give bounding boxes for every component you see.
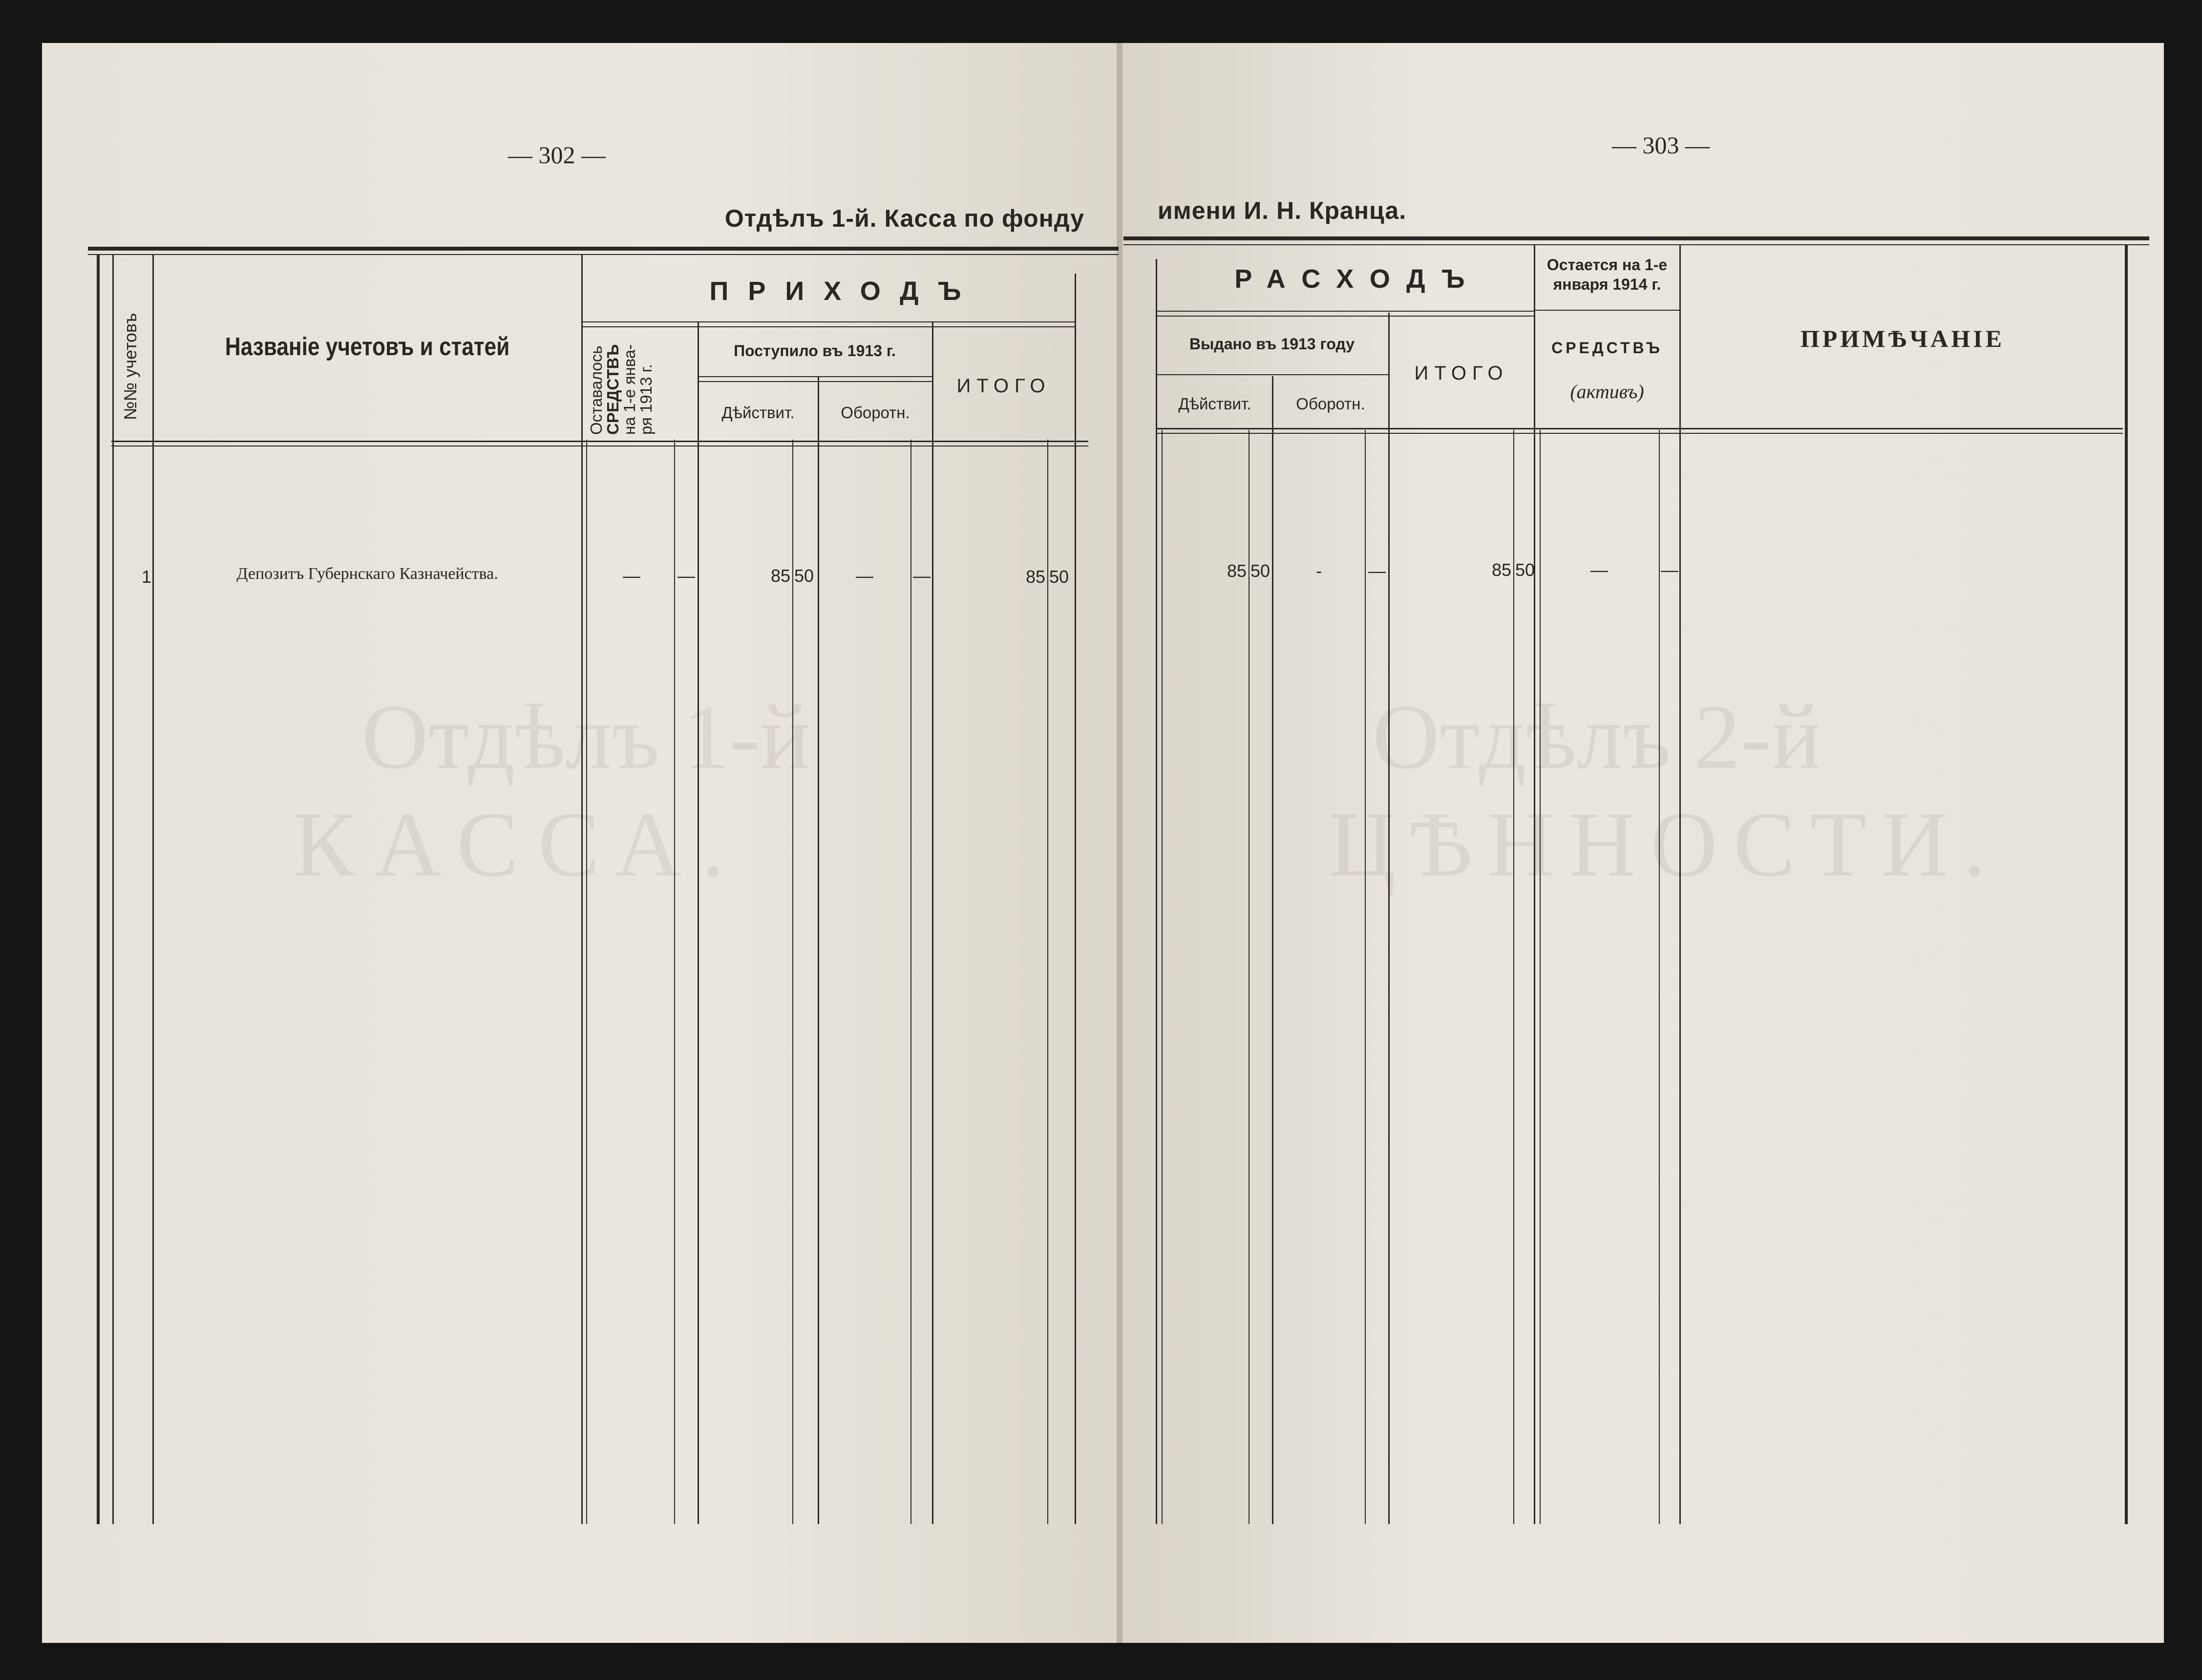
header-bottom-rule-left (111, 441, 1088, 442)
col-line-total-kop (1047, 440, 1048, 1524)
header-bottom-rule-left-2 (111, 446, 1088, 447)
table-top-rule-left-thin (88, 254, 1119, 255)
row-1-expense-total-kop: 50 (1515, 560, 1535, 580)
row-1-received-turnover-kop: — (913, 566, 931, 586)
book-spine (1117, 43, 1122, 1643)
remaining-line-1: Оставалось (587, 345, 605, 435)
header-bottom-rule-right-2 (1156, 433, 2123, 434)
left-outer-border (97, 254, 100, 1524)
header-issued: Выдано въ 1913 году (1189, 335, 1355, 353)
col-line-expense-start (1156, 259, 1157, 1524)
row-1-assets-kop: — (1661, 560, 1678, 580)
col-line-remaining (581, 254, 583, 1524)
row-1-received-actual-rub: 85 (770, 566, 790, 586)
watermark-left-line1: Отдѣлъ 1-й (361, 686, 810, 788)
col-line-issued-turnover-kop (1365, 430, 1366, 1524)
row-1-assets-rub: — (1590, 560, 1608, 580)
col-line-received-actual-kop (792, 440, 793, 1524)
header-remaining-rotated (588, 322, 655, 435)
col-line-assets-kop (1659, 430, 1660, 1524)
row-1-remaining-rub: — (623, 566, 640, 586)
header-expense: РАСХОДЪ (1234, 264, 1482, 294)
row-1-issued-actual-rub: 85 (1227, 561, 1247, 581)
watermark-right-line1: Отдѣлъ 2-й (1373, 686, 1821, 788)
header-income-total: ИТОГО (956, 375, 1051, 397)
issued-sub-rule (1156, 374, 1388, 375)
header-assets: СРЕДСТВЪ (1551, 339, 1663, 357)
col-line-remaining-kop (674, 440, 675, 1524)
header-income: ПРИХОДЪ (709, 276, 981, 306)
page-number-left: — 302 — (508, 141, 606, 169)
title-left: Отдѣлъ 1-й. Касса по фонду (724, 205, 1084, 232)
watermark-left-line2: КАССА. (293, 793, 744, 896)
header-assets-note: (активъ) (1570, 381, 1644, 403)
col-line-received-turnover-kop (910, 440, 911, 1524)
header-issued-actual: Дѣйствит. (1178, 395, 1251, 413)
title-right: имени И. Н. Кранца. (1158, 197, 1407, 224)
header-note: ПРИМѢЧАНІЕ (1800, 325, 2005, 352)
income-header-rule-2 (582, 326, 1076, 327)
row-1-issued-turnover-rub: - (1316, 561, 1322, 581)
header-expense-total: ИТОГО (1414, 362, 1509, 384)
col-line-received-turnover (818, 376, 819, 1524)
row-1-received-turnover-rub: — (856, 566, 873, 586)
table-top-rule-right-thin (1123, 244, 2149, 245)
header-number: №№ учетовъ (120, 313, 140, 420)
row-1-remaining-kop: — (678, 566, 695, 586)
col-line-note (1679, 244, 1681, 1524)
expense-header-rule (1156, 311, 1535, 312)
remains-sub-rule (1534, 310, 1680, 311)
row-1-number: 1 (142, 567, 152, 587)
row-1-income-total-rub: 85 (1025, 567, 1045, 587)
remaining-line-3: на 1-e янва- (620, 344, 638, 435)
header-received-turnover: Оборотн. (841, 404, 910, 422)
row-1-income-total-kop: 50 (1049, 567, 1069, 587)
watermark-right-line2: ЦѢННОСТИ. (1329, 793, 2001, 896)
col-line-assets (1534, 244, 1535, 1524)
income-header-rule (582, 321, 1076, 322)
header-received: Поступило въ 1913 г. (734, 342, 896, 360)
table-top-rule-right (1123, 236, 2149, 240)
col-line-remaining-2 (586, 440, 587, 1524)
col-line-issued-turnover (1272, 376, 1273, 1524)
row-1-received-actual-kop: 50 (794, 566, 814, 586)
col-line-assets-2 (1540, 430, 1541, 1524)
col-line-left-end (1075, 274, 1076, 1524)
table-top-rule-left (88, 247, 1119, 251)
row-1-issued-turnover-kop: — (1368, 561, 1386, 581)
remaining-line-2: СРЕДСТВЪ (604, 344, 622, 435)
header-bottom-rule-right (1156, 428, 2123, 429)
header-issued-turnover: Оборотн. (1296, 395, 1365, 413)
col-line-number (112, 254, 114, 1524)
row-1-expense-total-rub: 85 (1491, 560, 1511, 580)
row-1-issued-actual-kop: 50 (1250, 561, 1270, 581)
received-sub-rule-2 (698, 381, 933, 382)
col-line-total (932, 322, 933, 1524)
header-remains: Остается на 1-е января 1914 г. (1546, 256, 1668, 293)
page-number-right: — 303 — (1612, 131, 1710, 159)
col-line-received (698, 322, 699, 1524)
col-line-expense-total-kop (1513, 430, 1514, 1524)
right-outer-border (2125, 244, 2128, 1524)
received-sub-rule (698, 376, 933, 377)
row-1-name: Депозитъ Губернскаго Казначейства. (236, 565, 498, 583)
header-received-actual: Дѣйствит. (721, 404, 795, 422)
header-name: Названіе учетовъ и статей (225, 333, 510, 361)
remaining-line-4: ря 1913 г. (637, 364, 655, 435)
expense-header-rule-2 (1156, 316, 1535, 317)
col-line-name (152, 254, 154, 1524)
col-line-expense-start-2 (1162, 430, 1163, 1524)
col-line-expense-total (1388, 313, 1390, 1524)
